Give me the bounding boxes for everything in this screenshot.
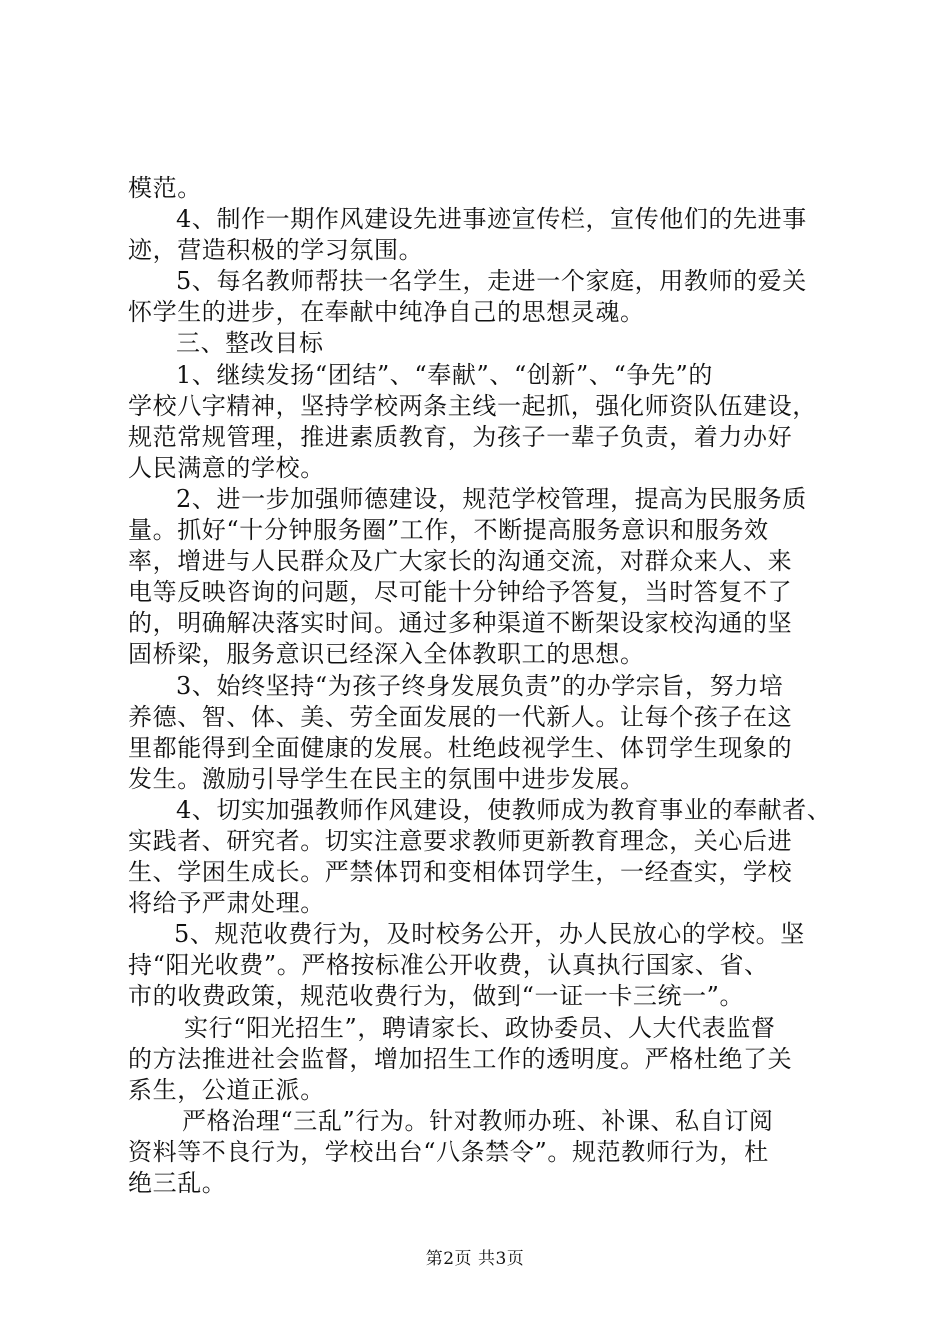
text-line: 模范。 bbox=[128, 174, 202, 202]
text-line: 2、进一步加强师德建设，规范学校管理，提高为民服务质 bbox=[176, 484, 807, 513]
text-line: 绝三乱。 bbox=[128, 1169, 227, 1197]
text-line: 实行“阳光招生”，聘请家长、政协委员、人大代表监督 bbox=[184, 1013, 776, 1042]
text-line: 1、继续发扬“团结”、“奉献”、“创新”、“争先”的 bbox=[176, 360, 714, 389]
text-line: 发生。激励引导学生在民主的氛围中进步发展。 bbox=[128, 764, 645, 793]
text-line: 养德、智、体、美、劳全面发展的一代新人。让每个孩子在这 bbox=[128, 702, 793, 731]
text-line: 5、规范收费行为，及时校务公开，办人民放心的学校。坚 bbox=[174, 920, 805, 949]
text-line: 的，明确解决落实时间。通过多种渠道不断架设家校沟通的坚 bbox=[128, 609, 793, 638]
text-line: 人民满意的学校。 bbox=[128, 453, 325, 482]
text-line: 的方法推进社会监督，增加招生工作的透明度。严格杜绝了关 bbox=[128, 1044, 793, 1073]
text-line: 资料等不良行为，学校出台“八条禁令”。规范教师行为，杜 bbox=[128, 1137, 769, 1166]
text-line: 三、整改目标 bbox=[176, 329, 324, 358]
text-line: 学校八字精神，坚持学校两条主线一起抓，强化师资队伍建设， bbox=[128, 391, 817, 420]
text-line: 实践者、研究者。切实注意要求教师更新教育理念，关心后进 bbox=[128, 826, 793, 855]
text-line: 持“阳光收费”。严格按标准公开收费，认真执行国家、省、 bbox=[128, 951, 769, 980]
text-line: 规范常规管理，推进素质教育，为孩子一辈子负责，着力办好 bbox=[128, 422, 793, 451]
text-line: 电等反映咨询的问题，尽可能十分钟给予答复，当时答复不了 bbox=[128, 578, 793, 607]
page-footer: 第2页 共3页 bbox=[425, 1249, 525, 1269]
text-line: 4、切实加强教师作风建设，使教师成为教育事业的奉献者、 bbox=[176, 795, 832, 824]
text-line: 市的收费政策，规范收费行为，做到“一证一卡三统一”。 bbox=[128, 982, 745, 1011]
text-line: 4、制作一期作风建设先进事迹宣传栏，宣传他们的先进事 bbox=[176, 205, 807, 234]
text-line: 迹，营造积极的学习氛围。 bbox=[128, 236, 424, 265]
text-line: 怀学生的进步，在奉献中纯净自己的思想灵魂。 bbox=[128, 298, 645, 327]
text-line: 量。抓好“十分钟服务圈”工作，不断提高服务意识和服务效 bbox=[128, 516, 769, 545]
text-line: 里都能得到全面健康的发展。杜绝歧视学生、体罚学生现象的 bbox=[128, 733, 793, 762]
document-body bbox=[128, 173, 832, 1199]
text-line: 严格治理“三乱”行为。针对教师办班、补课、私自订阅 bbox=[182, 1106, 774, 1135]
text-line: 将给予严肃处理。 bbox=[128, 889, 325, 918]
text-line: 率，增进与人民群众及广大家长的沟通交流，对群众来人、来 bbox=[128, 547, 793, 576]
text-line: 系生，公道正派。 bbox=[128, 1075, 325, 1104]
text-line: 5、每名教师帮扶一名学生，走进一个家庭，用教师的爱关 bbox=[176, 267, 807, 296]
text-line: 生、学困生成长。严禁体罚和变相体罚学生，一经查实，学校 bbox=[128, 858, 793, 887]
text-line: 3、始终坚持“为孩子终身发展负责”的办学宗旨，努力培 bbox=[176, 671, 784, 700]
text-line: 固桥梁，服务意识已经深入全体教职工的思想。 bbox=[128, 640, 645, 669]
